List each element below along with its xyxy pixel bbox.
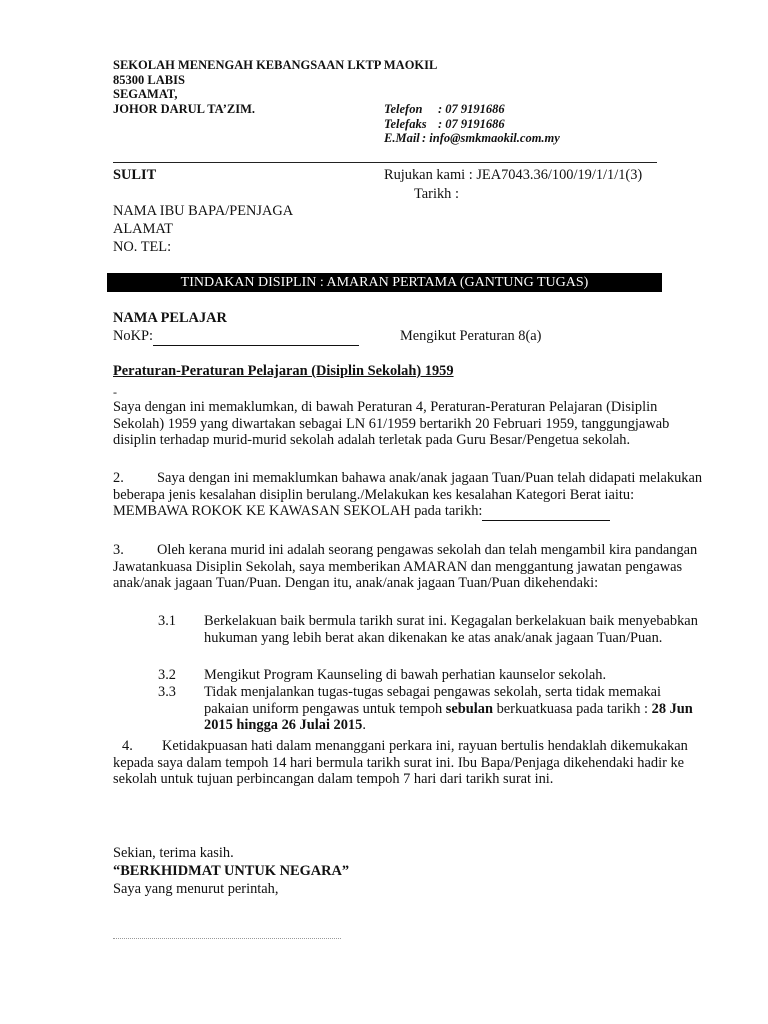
closing-signoff: Saya yang menurut perintah, — [113, 881, 279, 897]
paragraph-4-text: Ketidakpuasan hati dalam menanggani perkara ini, rayuan bertulis hendaklah dikemukakan kepada saya dalam tempoh 14 hari bermula tarikh surat ini. Ibu Bapa/Penjaga dikehendaki hadir ke sekolah untuk tujuan perbincangan dalam tempoh 7 hari dari tarikh surat ini. — [113, 738, 688, 787]
date-blank — [482, 503, 610, 521]
paragraph-3-text: Oleh kerana murid ini adalah seorang pengawas sekolah dan telah mengambil kira pandangan Jawatankuasa Disiplin Sekolah, saya memberikan AMARAN dan menggantung jawatan pengawas anak/anak jagaan Tuan/Puan. Dengan itu, anak/anak jagaan Tuan/Puan dikehendaki: — [113, 542, 698, 591]
paragraph-3-number: 3. — [113, 542, 124, 558]
paragraph-4-number: 4. — [122, 738, 133, 754]
school-state: JOHOR DARUL TA’ZIM. — [113, 102, 256, 117]
paragraph-4 — [113, 738, 703, 788]
telefaks-row — [384, 117, 560, 132]
letter-title: TINDAKAN DISIPLIN : AMARAN PERTAMA (GANTUNG TUGAS) — [180, 275, 589, 290]
letterhead-divider — [113, 162, 657, 163]
school-name: SEKOLAH MENENGAH KEBANGSAAN LKTP MAOKIL — [113, 58, 438, 72]
recipient-address: ALAMAT — [113, 221, 173, 237]
item-3-1-text: Berkelakuan baik bermula tarikh surat ini. Kegagalan berkelakuan baik menyebabkan hukuman yang lebih berat akan dikenakan ke atas anak/anak jagaan Tuan/Puan. — [204, 613, 698, 646]
recipient-name: NAMA IBU BAPA/PENJAGA — [113, 203, 294, 219]
paragraph-3 — [113, 542, 703, 592]
telefon-row — [384, 102, 560, 117]
paragraph-2-number: 2. — [113, 470, 124, 486]
closing-motto: “BERKHIDMAT UNTUK NEGARA” — [113, 863, 350, 879]
item-3-3-date-range: 28 Jun 2015 hingga 26 Julai 2015 — [204, 700, 693, 733]
email-value: : info@smkmaokil.com.my — [422, 131, 560, 146]
telefon-label: Telefon — [384, 102, 423, 116]
nokp-blank — [153, 328, 359, 346]
school-district: SEGAMAT, — [113, 87, 178, 102]
item-3-3-text-b: berkuatkuasa pada tarikh : — [492, 700, 652, 717]
paragraph-2-text: Saya dengan ini memaklumkan bahawa anak/anak jagaan Tuan/Puan telah didapati melakukan beberapa jenis kesalahan disiplin berulang./Melakukan kes kesalahan Kategori Berat iaitu: MEMBAWA ROKOK KE KAWASAN SEKOLAH pada tarikh: — [113, 470, 703, 519]
heading-mark: - — [113, 385, 117, 399]
date-label: Tarikh : — [414, 186, 459, 202]
recipient-phone: NO. TEL: — [113, 239, 172, 255]
contact-block — [384, 102, 560, 146]
closing-thanks: Sekian, terima kasih. — [113, 845, 234, 861]
item-3-1-number: 3.1 — [158, 613, 176, 629]
item-3-2-number: 3.2 — [158, 667, 176, 683]
telefaks-value: : 07 9191686 — [438, 116, 505, 131]
item-3-2-text: Mengikut Program Kaunseling di bawah perhatian kaunselor sekolah. — [204, 667, 607, 683]
item-3-3-text — [204, 684, 704, 734]
reference-number: Rujukan kami : JEA7043.36/100/19/1/1/1(3) — [384, 167, 643, 183]
nokp-row — [113, 328, 359, 346]
item-3-3-number: 3.3 — [158, 684, 176, 700]
item-3-3-text-a: Tidak menjalankan tugas-tugas sebagai pengawas sekolah, serta tidak memakai pakaian uniform pengawas untuk tempoh — [204, 684, 662, 717]
regulation-heading: Peraturan-Peraturan Pelajaran (Disiplin Sekolah) 1959 — [113, 363, 454, 379]
school-postcode: 85300 LABIS — [113, 72, 185, 87]
letter-title-banner — [107, 273, 662, 292]
paragraph-1: Saya dengan ini memaklumkan, di bawah Peraturan 4, Peraturan-Peraturan Pelajaran (Disiplin Sekolah) 1959 yang diwartakan sebagai LN 61/1959 bertarikh 20 Februari 1959, tanggungjawab disiplin terhadap murid-murid sekolah adalah terletak pada Guru Besar/Pengetua sekolah. — [113, 399, 670, 448]
email-row — [384, 131, 560, 146]
email-label: E.Mail — [384, 131, 420, 146]
item-3-3-duration: sebulan — [445, 700, 493, 717]
signature-line — [113, 938, 341, 939]
item-3-3-text-c: . — [362, 717, 366, 733]
nokp-label: NoKP: — [113, 328, 153, 344]
regulation-reference: Mengikut Peraturan 8(a) — [400, 328, 542, 344]
paragraph-2 — [113, 470, 703, 521]
telefon-value: : 07 9191686 — [438, 102, 505, 116]
classification-label: SULIT — [113, 167, 157, 183]
student-name-label: NAMA PELAJAR — [113, 310, 227, 326]
telefaks-label: Telefaks — [384, 116, 427, 131]
